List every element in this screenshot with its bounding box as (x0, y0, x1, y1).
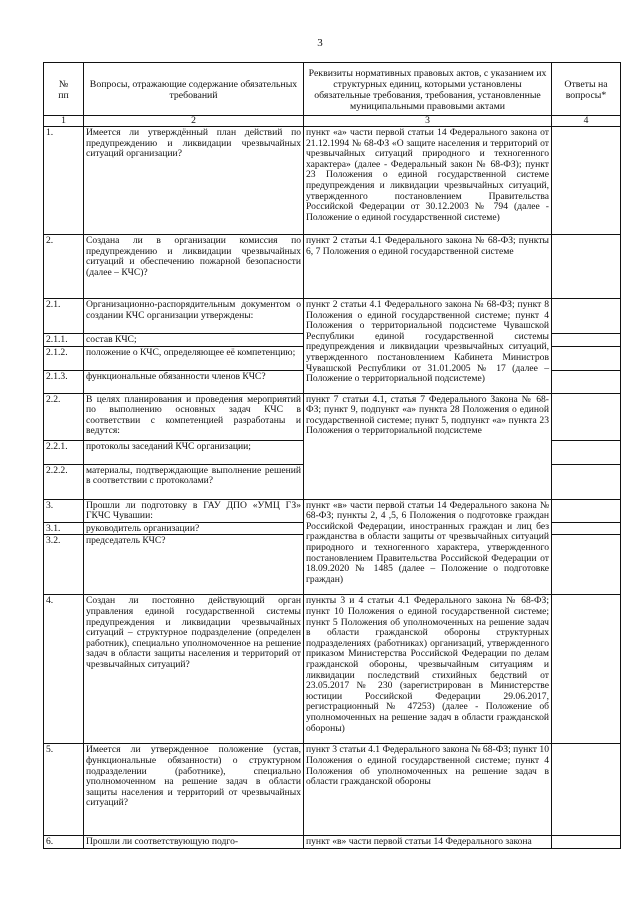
column-numbers-row (44, 116, 621, 127)
requirements-table (43, 62, 621, 849)
row-answer[interactable] (552, 127, 621, 235)
row-question: положение о КЧС, определяющее её компетенцию; (84, 346, 304, 370)
row-answer[interactable] (552, 836, 621, 849)
row-question: Имеется ли утверждённый план действий по предупреждению и ликвидации чрезвычайных ситуаций организации? (84, 127, 304, 235)
row-question: Прошли ли подготовку в ГАУ ДПО «УМЦ ГЗ» ГКЧС Чувашии: (84, 499, 304, 522)
row-question: Создана ли в организации комиссия по предупреждению и ликвидации чрезвычайных ситуаций и обеспечению пожарной безопасности (далее – КЧС)? (84, 235, 304, 299)
row-answer[interactable] (552, 235, 621, 299)
table-row (44, 595, 621, 744)
table-row (44, 836, 621, 849)
table-row (44, 499, 621, 522)
row-question: состав КЧС; (84, 334, 304, 347)
row-answer[interactable] (552, 299, 621, 334)
row-requisites: пункт 2 статьи 4.1 Федерального закона № 68-ФЗ; пункт 8 Положения о единой государственной системе; пункт 4 Положения о территориальной подсистеме Чувашской Республики единой государственной системы предупреждения и ликвидации чрезвычайных ситуаций, утвержденного постановлением Кабинета Министров Чувашской Республики от 31.01.2005 № 17 (далее – Положение о территориальной подсистеме) (304, 299, 552, 394)
row-question: Создан ли постоянно действующий орган управления единой государственной системы предупреждения и ликвидации чрезвычайных ситуаций – структурное подразделение (определен работник), специально уполномоченное на решение задач в области защиты населения и территорий от чрезвычайных ситуаций? (84, 595, 304, 744)
row-requisites: пункты 3 и 4 статьи 4.1 Федерального закона № 68-ФЗ; пункт 10 Положения о единой государственной системе; пункт 5 Положения об уполномоченных на решение задач в области гражданской обороны структурных подразделениях (работниках) организаций, утвержденного приказом Министерства Российской Федерации по делам гражданской обороны, чрезвычайным ситуациям и ликвидации последствий стихийных бедствий от 23.05.2017 № 230 (зарегистрирован в Министерстве юстиции Российской Федерации 29.06.2017, регистрационный № 47253) (далее - Положение об уполномоченных на решение задач в области гражданской обороны) (304, 595, 552, 744)
row-requisites: пункт 2 статьи 4.1 Федерального закона № 68-ФЗ; пункты 6, 7 Положения о единой государственной системе (304, 235, 552, 299)
row-number: 2.1.2. (44, 346, 84, 370)
page-number: 3 (317, 37, 323, 49)
table-row (44, 299, 621, 334)
row-question: Организационно-распорядительным документом о создании КЧС организации утверждены: (84, 299, 304, 334)
table-row (44, 127, 621, 235)
row-answer[interactable] (552, 370, 621, 393)
row-number: 2.2.2. (44, 464, 84, 499)
row-question: функциональные обязанности членов КЧС? (84, 370, 304, 393)
row-requisites: пункт 7 статьи 4.1, статья 7 Федерального Закона № 68-ФЗ; пункт 9, подпункт «а» пункта 28 Положения о единой государственной системе; пункт 5, подпункт «а» пункта 23 Положения о территориальной подсистеме (304, 393, 552, 499)
row-requisites: пункт «в» части первой статьи 14 Федерального закона (304, 836, 552, 849)
row-number: 1. (44, 127, 84, 235)
row-question: Имеется ли утвержденное положение (устав, функциональные обязанности) о структурном подразделении (работнике), специально уполномоченном на решение задач в области защиты населения и территорий от чрезвычайных ситуаций? (84, 744, 304, 836)
row-number: 3. (44, 499, 84, 522)
row-number: 4. (44, 595, 84, 744)
row-answer[interactable] (552, 522, 621, 535)
row-question: Прошли ли соответствующую подго- (84, 836, 304, 849)
row-number: 6. (44, 836, 84, 849)
row-number: 2. (44, 235, 84, 299)
header-requisites: Реквизиты нормативных правовых актов, с указанием их структурных единиц, которыми установлены обязательные требования, требования, установленные муниципальными правовыми актами (304, 63, 552, 116)
row-requisites: пункт 3 статьи 4.1 Федерального закона № 68-ФЗ; пункт 10 Положения о единой государственной системе; пункт 4 Положения об уполномоченных на решение задач в области гражданской обороны (304, 744, 552, 836)
header-num: № пп (44, 63, 84, 116)
row-answer[interactable] (552, 535, 621, 595)
row-requisites: пункт «в» части первой статьи 14 Федерального закона № 68-ФЗ; пункты 2, 4 ,5, 6 Положения о подготовке граждан Российской Федерации, иностранных граждан и лиц без гражданства в области защиты от чрезвычайных ситуаций природного и техногенного характера, утвержденного постановлением Правительства Российской Федерации от 18.09.2020 № 1485 (далее – Положение о подготовке граждан) (304, 499, 552, 595)
row-question: руководитель организации? (84, 522, 304, 535)
row-requisites: пункт «а» части первой статьи 14 Федерального закона от 21.12.1994 № 68-ФЗ «О защите населения и территорий от чрезвычайных ситуаций природного и техногенного характера» (далее - Федеральный закон № 68-ФЗ); пункт 23 Положения о единой государственной системе предупреждения и ликвидации чрезвычайных ситуаций, утвержденного постановлением Правительства Российской Федерации от 30.12.2003 № 794 (далее - Положение о единой государственной системе) (304, 127, 552, 235)
row-answer[interactable] (552, 464, 621, 499)
row-answer[interactable] (552, 393, 621, 440)
col-number-3: 3 (304, 116, 552, 127)
header-answers: Ответы на вопросы* (552, 63, 621, 116)
row-number: 2.2.1. (44, 440, 84, 464)
row-number: 2.1.1. (44, 334, 84, 347)
row-answer[interactable] (552, 595, 621, 744)
col-number-1: 1 (44, 116, 84, 127)
row-number: 5. (44, 744, 84, 836)
table-row (44, 235, 621, 299)
table-row (44, 393, 621, 440)
row-number: 2.1.3. (44, 370, 84, 393)
col-number-2: 2 (84, 116, 304, 127)
row-question: протоколы заседаний КЧС организации; (84, 440, 304, 464)
row-question: В целях планирования и проведения мероприятий по выполнению основных задач КЧС в соответствии с компетенцией разработаны и ведутся: (84, 393, 304, 440)
row-answer[interactable] (552, 334, 621, 347)
row-number: 3.1. (44, 522, 84, 535)
table-header-row (44, 63, 621, 116)
row-answer[interactable] (552, 499, 621, 522)
row-question: материалы, подтверждающие выполнение решений в соответствии с протоколами? (84, 464, 304, 499)
row-answer[interactable] (552, 440, 621, 464)
col-number-4: 4 (552, 116, 621, 127)
row-answer[interactable] (552, 346, 621, 370)
row-number: 2.2. (44, 393, 84, 440)
row-answer[interactable] (552, 744, 621, 836)
row-question: председатель КЧС? (84, 535, 304, 595)
table-row (44, 744, 621, 836)
row-number: 3.2. (44, 535, 84, 595)
header-questions: Вопросы, отражающие содержание обязательных требований (84, 63, 304, 116)
row-number: 2.1. (44, 299, 84, 334)
